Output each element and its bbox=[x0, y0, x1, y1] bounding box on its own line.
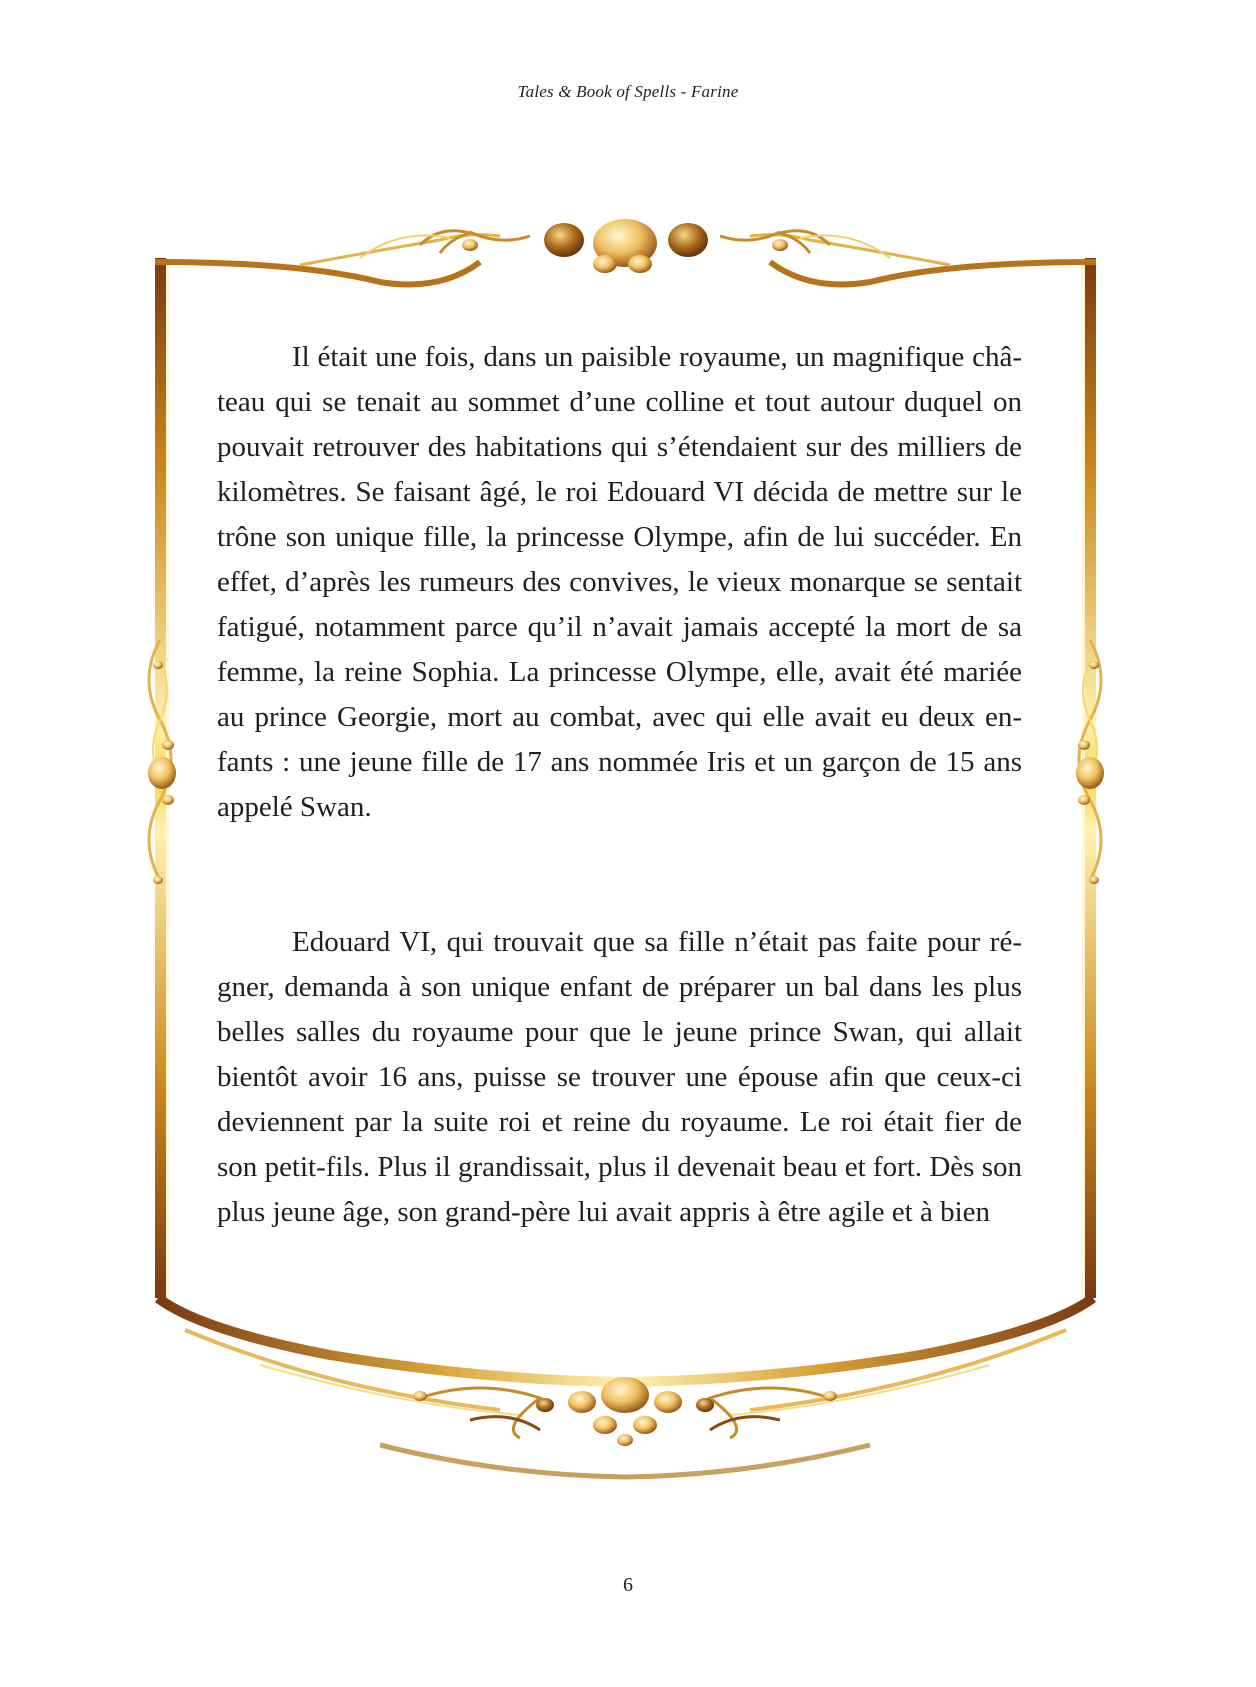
frame-bottom-ornament bbox=[158, 1298, 1093, 1477]
frame-top-ornament bbox=[155, 219, 1096, 285]
page-number: 6 bbox=[623, 1574, 633, 1596]
running-header: Tales & Book of Spells - Farine bbox=[517, 82, 739, 101]
paragraph: Edouard VI, qui trouvait que sa fille n’était pas faite pour régner, demanda à son unique enfant de préparer un bal dans les plus belles salles du royaume pour que le jeune prince Swan, qui allait bientôt avoir 16 ans, puisse se trouver une épouse afin que ceux-ci deviennent par la suite roi et reine du royaume. Le roi était fier de son petit-fils. Plus il grandissait, plus il devenait beau et fort. Dès son plus jeune âge, son grand-père lui avait appris à être agile et à bien bbox=[217, 926, 1022, 1228]
story-text bbox=[217, 335, 1022, 1235]
paragraph: Il était une fois, dans un paisible royaume, un magnifique château qui se tenait au sommet d’une colline et tout autour duquel on pouvait retrouver des habitations qui s’étendaient sur des milliers de kilomètres. Se faisant âgé, le roi Edouard VI décida de mettre sur le trône son unique fille, la princesse Olympe, afin de lui succéder. En effet, d’après les rumeurs des convives, le vieux monarque se sentait fatigué, notamment parce qu’il n’avait jamais accepté la mort de sa femme, la reine Sophia. La princesse Olympe, elle, avait été mariée au prince Georgie, mort au combat, avec qui elle avait eu deux enfants : une jeune fille de 17 ans nommée Iris et un garçon de 15 ans appelé Swan. bbox=[217, 341, 1022, 823]
